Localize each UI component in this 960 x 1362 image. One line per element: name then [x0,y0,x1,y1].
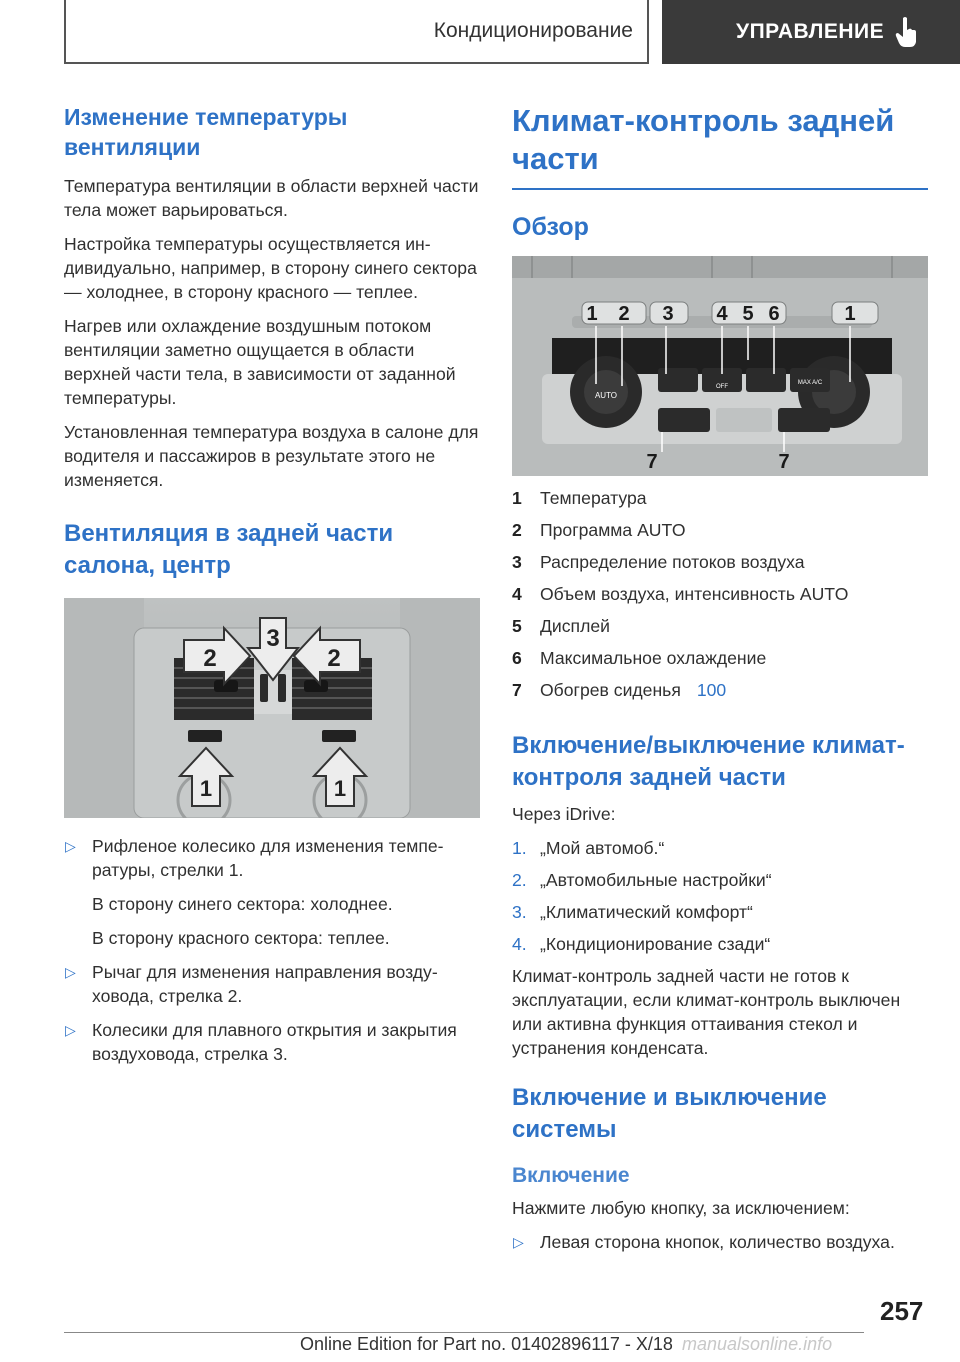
list-item: 2. „Автомобильные настройки“ [512,870,772,890]
triangle-bullet-icon: ▷ [65,838,76,854]
label-7: 7 [646,451,658,473]
list-item-sub: В сторону синего сектора: холоднее. [92,894,393,914]
list-item: 6 Максимальное охлаждение [512,648,767,668]
label-6: 6 [768,303,780,325]
header-section-tab [64,0,649,64]
list-item: 5 Дисплей [512,616,610,636]
temp-wheel-right [322,730,356,742]
list-item: 7 Обогрев сиденья 100 [512,680,727,700]
label-2: 2 [203,645,217,672]
list-item: 2 Программа AUTO [512,520,686,540]
page-reference-link[interactable]: 100 [696,680,727,700]
footer-edition: Online Edition for Part no. 01402896117 - X/18 [300,1334,673,1354]
list-item: 3 Распределение потоков воздуха [512,552,805,572]
header-chapter-tab [662,0,960,64]
list-item: 3. „Климатический комфорт“ [512,902,753,922]
label-1: 1 [333,776,347,801]
off-label: OFF [716,384,728,390]
label-3: 3 [662,303,674,325]
label-1: 1 [844,303,856,325]
label-1: 1 [199,776,213,801]
list-item: 4. „Кондиционирование сзади“ [512,934,771,954]
legend-list [512,486,928,702]
paragraph: Установленная температура воздуха в салоне для водителя и пассажиров в результате этого не изменяется. [64,422,479,490]
heading-rear-ventilation: Вентиляция в задней части салона, центр [64,520,394,579]
idrive-steps [512,836,928,956]
paragraph: Через iDrive: [512,804,616,824]
heading-system-on-off: Включение и выключение системы [512,1084,827,1143]
heading-switch-on: Включение [512,1164,630,1187]
footer-rule [64,1332,864,1333]
vent-bullet-list [64,834,480,1066]
paragraph: Температура вентиляции в области верхней части тела может варьироваться. [64,176,479,220]
label-2: 2 [618,303,630,325]
heading-on-off-rear-climate: Включение/выключение климат-контроля задней части [512,732,905,791]
hand-pointer-icon [894,16,920,48]
paragraph: Настройка температуры осуществляется индивидуально, например, в сторону синего сектора — холоднее, в сторону красного — теплее. [64,234,477,302]
label-1: 1 [586,303,598,325]
header-section-title: Кондиционирование [433,19,633,42]
heading-rear-climate-control: Климат-контроль задней части [512,103,895,176]
list-item: 1. „Мой автомоб.“ [512,838,665,858]
seat-heat-button-left [658,408,710,432]
heading-ventilation-temperature: Изменение температуры вентиляции [64,104,348,160]
paragraph: Нагрев или охлаждение воздушным потоком вентиляции заметно ощущается в области верхней части тела, в зависимости от заданной температуры. [64,316,456,408]
label-2: 2 [327,645,341,672]
header-chapter-title: УПРАВЛЕНИЕ [736,20,885,43]
seat-heat-button-right [778,408,830,432]
list-item: 4 Объем воздуха, интенсивность AUTO [512,584,849,604]
label-3: 3 [266,625,280,652]
rear-climate-panel-image [512,256,928,476]
label-5: 5 [742,303,754,325]
paragraph: Нажмите любую кнопку, за исключением: [512,1198,850,1218]
temp-wheel-left [188,730,222,742]
list-item: ▷ Колесики для плавного открытия и закрытия воздуховода, стрелка 3. [65,1020,457,1064]
list-item: ▷ Левая сторона кнопок, количество воздуха. [513,1232,895,1252]
auto-label: AUTO [594,391,618,400]
page-number: 257 [880,1296,924,1326]
rear-center-vent-image [64,598,480,818]
triangle-bullet-icon: ▷ [513,1234,524,1250]
paragraph: Климат-контроль задней части не готов к эксплуатации, если климат-контроль выключен или активна функция оттаивания стекол и устранения конденсата. [512,966,901,1058]
list-item: ▷ Рычаг для изменения направления воздуховода, стрелка 2. [65,962,438,1006]
watermark: manualsonline.info [682,1334,833,1354]
heading-overview: Обзор [512,213,589,241]
label-7: 7 [778,451,790,473]
heading-rule [512,188,928,190]
list-item-sub: В сторону красного сектора: теплее. [92,928,390,948]
right-column [512,102,928,1254]
label-4: 4 [716,303,728,325]
list-item: 1 Температура [512,488,647,508]
left-column [64,102,480,1066]
max-ac-label: MAX A/C [797,380,823,386]
list-item: ▷ Рифленое колесико для изменения температуры, стрелки 1. В сторону синего сектора: холоднее. В сторону красного сектора: теплее. [64,834,480,950]
triangle-bullet-icon: ▷ [65,1022,76,1038]
triangle-bullet-icon: ▷ [65,964,76,980]
